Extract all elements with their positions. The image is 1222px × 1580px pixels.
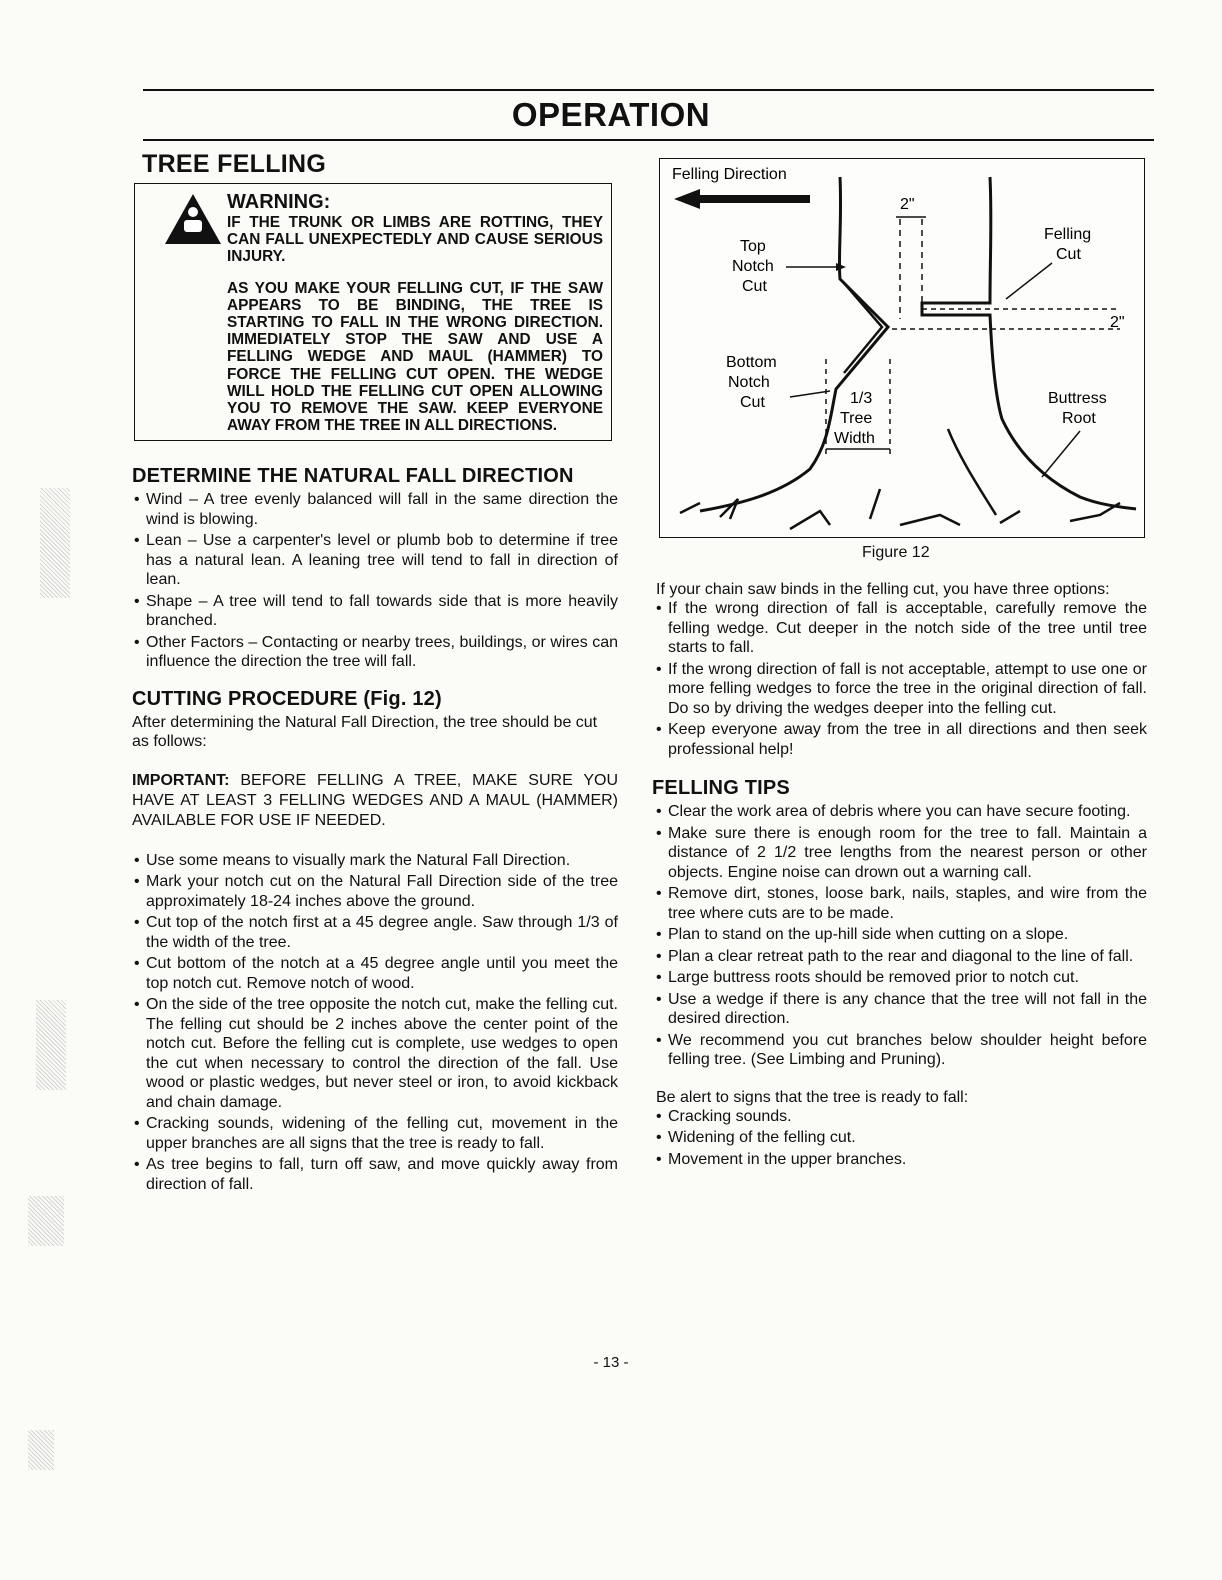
top-notch-label-3: Cut xyxy=(742,278,767,295)
list-item: • Remove dirt, stones, loose bark, nails, staples, and wire from the tree where cuts are to be made. xyxy=(656,884,1147,923)
felling-cut-label-2: Cut xyxy=(1056,246,1081,263)
list-item: • Use a wedge if there is any chance that the tree will not fall in the desired direction. xyxy=(656,990,1147,1029)
warning-text: IF THE TRUNK OR LIMBS ARE ROTTING, THEY CAN FALL UNEXPECTEDLY AND CAUSE SERIOUS INJURY. xyxy=(227,214,603,266)
trunk-right-outline xyxy=(922,177,1136,509)
felling-direction-arrow-icon xyxy=(674,189,810,209)
scan-speck xyxy=(28,1196,64,1246)
felling-tips-list xyxy=(652,802,1147,1070)
list-item: • Shape – A tree will tend to fall towards side that is more heavily branched. xyxy=(134,592,618,631)
trunk-left-outline xyxy=(700,177,888,511)
tree-label: Tree xyxy=(840,410,873,427)
natural-fall-list xyxy=(118,490,618,672)
list-item: • Cut bottom of the notch at a 45 degree angle until you meet the top notch cut. Remove notch of wood. xyxy=(134,954,618,993)
list-item: • Plan a clear retreat path to the rear and diagonal to the line of fall. xyxy=(656,947,1147,967)
list-item: • If the wrong direction of fall is acceptable, carefully remove the felling wedge. Cut deeper in the notch side of the tree until tree starts to fall. xyxy=(656,599,1147,658)
top-rule xyxy=(143,89,1154,91)
tree-felling-heading: TREE FELLING xyxy=(142,150,327,178)
cutting-list xyxy=(118,851,618,1195)
bottom-notch-label-2: Notch xyxy=(728,374,770,391)
list-item: • Plan to stand on the up-hill side when cutting on a slope. xyxy=(656,925,1147,945)
important-label: IMPORTANT: xyxy=(132,771,230,789)
figure-caption: Figure 12 xyxy=(862,544,930,561)
cutting-procedure-heading: CUTTING PROCEDURE (Fig. 12) xyxy=(132,687,442,710)
warning-box xyxy=(134,183,612,441)
list-item: • Keep everyone away from the tree in all directions and then seek professional help! xyxy=(656,720,1147,759)
binds-intro: If your chain saw binds in the felling cut, you have three options: xyxy=(656,581,1110,598)
figure-12 xyxy=(659,158,1145,538)
list-item: • Clear the work area of debris where you can have secure footing. xyxy=(656,802,1147,822)
dimension-top-label: 2" xyxy=(900,196,915,213)
binds-list xyxy=(652,599,1147,759)
list-item: • Large buttress roots should be removed prior to notch cut. xyxy=(656,968,1147,988)
right-column xyxy=(652,580,1147,1171)
list-item: • Movement in the upper branches. xyxy=(656,1150,1147,1170)
scan-speck xyxy=(40,488,70,598)
warning-title: WARNING: xyxy=(227,191,331,213)
list-item: • We recommend you cut branches below shoulder height before felling tree. (See Limbing and Pruning). xyxy=(656,1031,1147,1070)
signs-list xyxy=(652,1107,1147,1170)
scan-speck xyxy=(36,1000,66,1090)
list-item: • If the wrong direction of fall is not acceptable, attempt to use one or more felling wedges to force the tree in the original direction of fall. Do so by driving the wedges deeper into the felling cut. xyxy=(656,660,1147,719)
width-label: Width xyxy=(834,430,875,447)
felling-diagram xyxy=(660,159,1146,539)
bottom-notch-label-3: Cut xyxy=(740,394,765,411)
page-number: - 13 - xyxy=(593,1354,629,1371)
warning-text: AS YOU MAKE YOUR FELLING CUT, IF THE SAW APPEARS TO BE BINDING, THE TREE IS STARTING TO FALL IN THE WRONG DIRECTION. IMMEDIATELY STOP THE SAW AND USE A FELLING WEDGE AND MAUL (HAMMER) TO FORCE THE FELLING CUT OPEN. THE WEDGE WILL HOLD THE FELLING CUT OPEN ALLOWING YOU TO REMOVE THE SAW. KEEP EVERYONE AWAY FROM THE TREE IN ALL DIRECTIONS. xyxy=(227,279,603,435)
scan-speck xyxy=(28,1430,54,1470)
grass-icon xyxy=(680,489,1120,529)
root-label: Root xyxy=(1062,410,1096,427)
list-item: • Widening of the felling cut. xyxy=(656,1128,1147,1148)
left-column xyxy=(118,150,618,1196)
list-item: • Use some means to visually mark the Natural Fall Direction. xyxy=(134,851,618,871)
list-item: • Cut top of the notch first at a 45 degree angle. Saw through 1/3 of the width of the tree. xyxy=(134,913,618,952)
notch-inner-line xyxy=(844,283,882,373)
title-rule xyxy=(143,139,1154,141)
list-item: • As tree begins to fall, turn off saw, and move quickly away from direction of fall. xyxy=(134,1155,618,1194)
alert-text: Be alert to signs that the tree is ready to fall: xyxy=(656,1088,969,1106)
warning-triangle-icon xyxy=(163,192,223,246)
list-item: • Wind – A tree evenly balanced will fall in the same direction the wind is blowing. xyxy=(134,490,618,529)
felling-cut-label: Felling xyxy=(1044,226,1092,243)
list-item: • Cracking sounds, widening of the felling cut, movement in the upper branches are all signs that the tree is ready to fall. xyxy=(134,1114,618,1153)
buttress-label: Buttress xyxy=(1048,390,1107,407)
dimension-side-label: 2" xyxy=(1110,314,1125,331)
page-title: OPERATION xyxy=(511,96,711,133)
natural-fall-heading: DETERMINE THE NATURAL FALL DIRECTION xyxy=(132,465,574,488)
important-text: BEFORE FELLING A TREE, MAKE SURE YOU HAVE AT LEAST 3 FELLING WEDGES AND A MAUL (HAMMER) AVAILABLE FOR USE IF NEEDED. xyxy=(132,771,619,829)
list-item: • On the side of the tree opposite the notch cut, make the felling cut. The felling cut should be 2 inches above the center point of the notch cut. Before the felling cut is complete, use wedges to open the cut when necessary to control the direction of the fall. Use wood or plastic wedges, but never steel or iron, to avoid kickback and chain damage. xyxy=(134,995,618,1112)
cutting-intro: After determining the Natural Fall Direction, the tree should be cut as follows: xyxy=(132,713,598,750)
list-item: • Cracking sounds. xyxy=(656,1107,1147,1127)
important-note xyxy=(132,771,618,831)
top-notch-label: Top xyxy=(740,238,766,255)
bottom-notch-label: Bottom xyxy=(726,354,777,371)
third-label: 1/3 xyxy=(850,390,873,407)
felling-direction-label: Felling Direction xyxy=(672,166,787,183)
list-item: • Lean – Use a carpenter's level or plumb bob to determine if tree has a natural lean. A leaning tree will tend to fall in direction of lean. xyxy=(134,531,618,590)
list-item: • Other Factors – Contacting or nearby trees, buildings, or wires can influence the direction the tree will fall. xyxy=(134,633,618,672)
list-item: • Make sure there is enough room for the tree to fall. Maintain a distance of 2 1/2 tree lengths from the nearest person or other objects. Engine noise can drown out a warning call. xyxy=(656,824,1147,883)
felling-tips-heading: FELLING TIPS xyxy=(652,777,790,799)
top-notch-label-2: Notch xyxy=(732,258,774,275)
list-item: • Mark your notch cut on the Natural Fall Direction side of the tree approximately 18-24 inches above the ground. xyxy=(134,872,618,911)
